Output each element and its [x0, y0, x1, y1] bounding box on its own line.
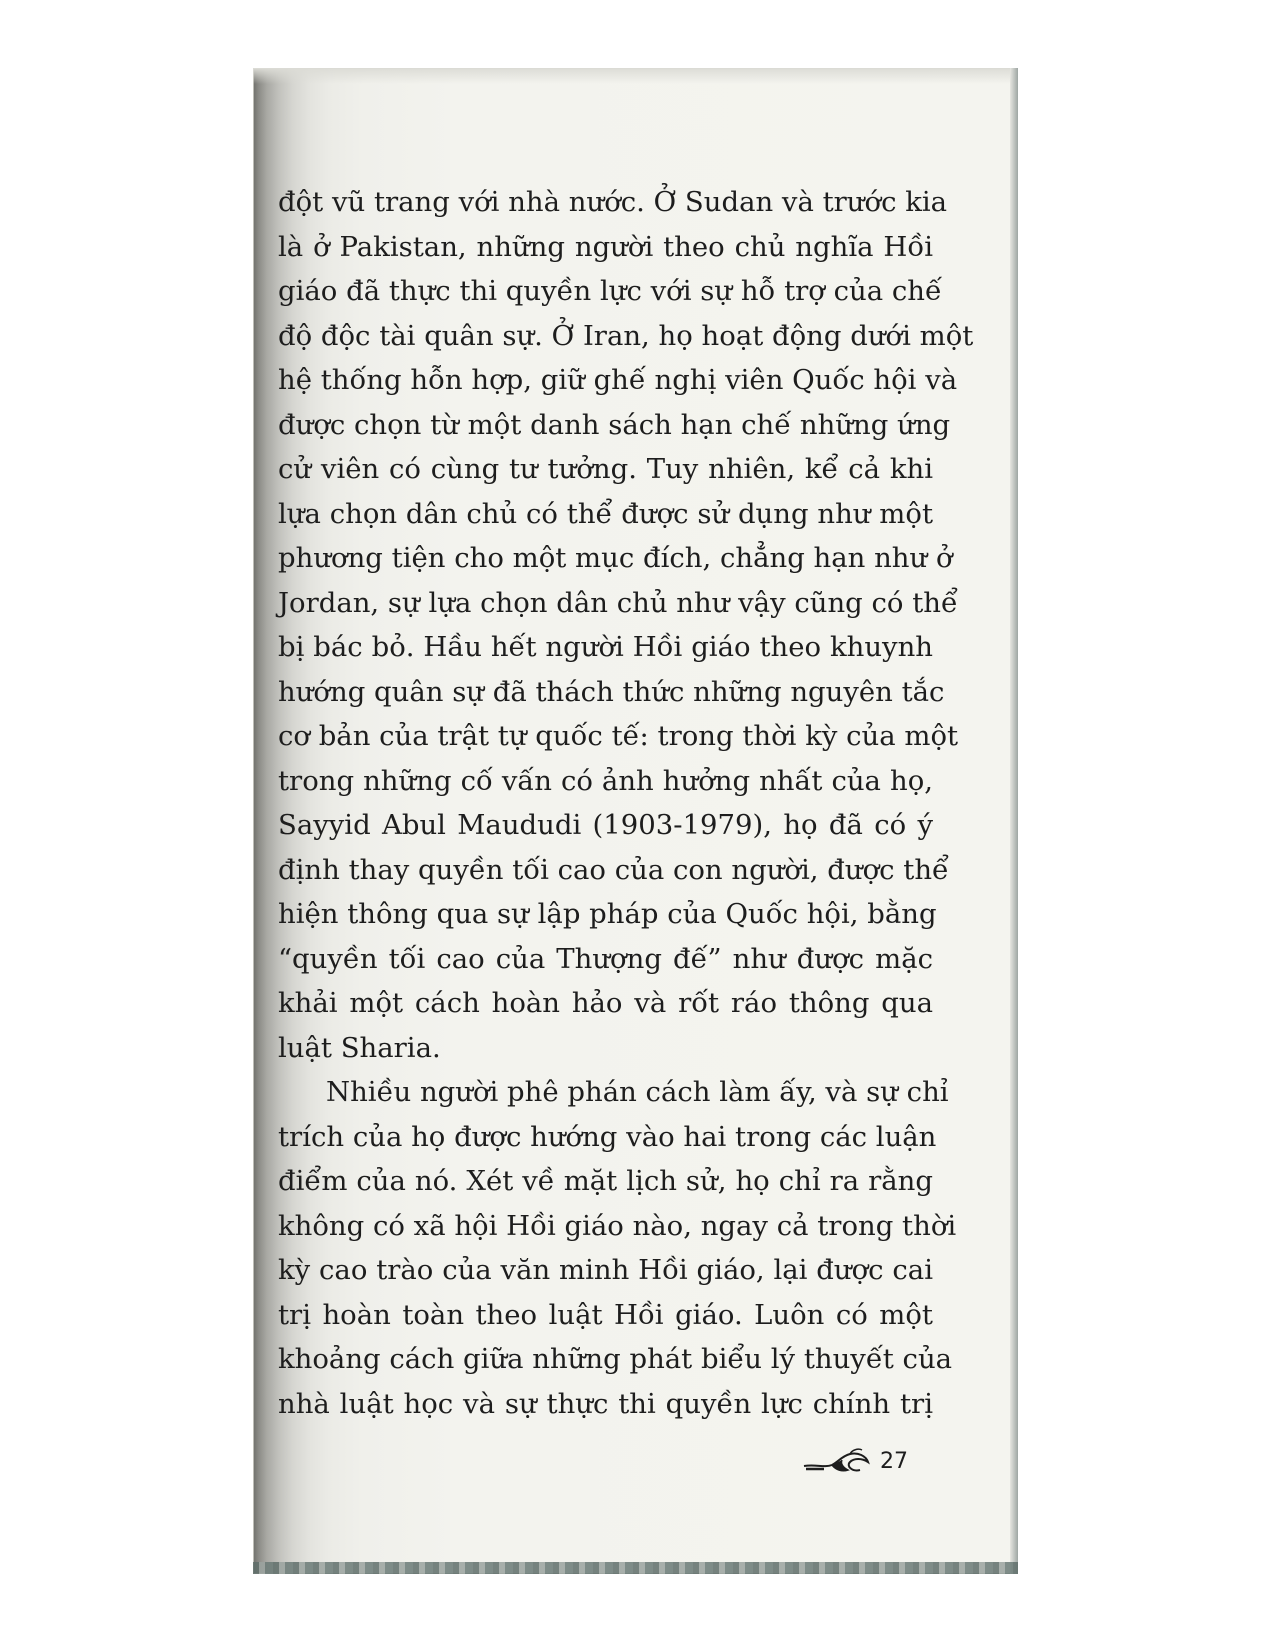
text-line: Nhiều người phê phán cách làm ấy, và sự chỉ [326, 1076, 949, 1108]
text-line: độ độc tài quân sự. Ở Iran, họ hoạt động dưới một [278, 319, 974, 352]
text-line: giáo đã thực thi quyền lực với sự hỗ trợ của chế [278, 275, 942, 307]
text-line: luật Sharia. [278, 1031, 441, 1064]
text-line: phương tiện cho một mục đích, chẳng hạn như ở [278, 542, 953, 574]
book-page [253, 68, 1018, 1574]
text-line: “quyền tối cao của Thượng đế” như được mặc [278, 942, 933, 975]
paragraph [278, 1070, 957, 1426]
text-line: trị hoàn toàn theo luật Hồi giáo. Luôn có một [278, 1298, 933, 1331]
text-line: Jordan, sự lựa chọn dân chủ như vậy cũng có thể [278, 586, 958, 619]
text-line: điểm của nó. Xét về mặt lịch sử, họ chỉ ra rằng [278, 1165, 933, 1197]
text-line: Sayyid Abul Maududi (1903-1979), họ đã có ý [278, 809, 933, 841]
text-line: cử viên có cùng tư tưởng. Tuy nhiên, kể cả khi [278, 453, 933, 485]
decorative-flourish-icon [802, 1446, 876, 1476]
text-line: trong những cố vấn có ảnh hưởng nhất của họ, [278, 764, 933, 797]
page-right-edge [1010, 68, 1018, 1574]
text-line: cơ bản của trật tự quốc tế: trong thời kỳ của một [278, 720, 959, 752]
text-line: nhà luật học và sự thực thi quyền lực chính trị [278, 1387, 933, 1420]
page-bottom-edge [253, 1562, 1018, 1574]
text-line: hiện thông qua sự lập pháp của Quốc hội, bằng [278, 898, 937, 930]
paragraph [278, 180, 974, 1070]
text-line: bị bác bỏ. Hầu hết người Hồi giáo theo khuynh [278, 631, 933, 663]
page-number: 27 [880, 1448, 908, 1474]
text-line: trích của họ được hướng vào hai trong các luận [278, 1120, 937, 1153]
text-line: khải một cách hoàn hảo và rốt ráo thông qua [278, 987, 933, 1019]
body-text [278, 180, 974, 1426]
text-line: được chọn từ một danh sách hạn chế những ứng [278, 408, 951, 441]
text-line: đột vũ trang với nhà nước. Ở Sudan và trước kia [278, 186, 948, 218]
page-footer [802, 1446, 908, 1476]
text-line: là ở Pakistan, những người theo chủ nghĩa Hồi [278, 230, 933, 263]
text-line: định thay quyền tối cao của con người, được thể [278, 853, 949, 886]
text-line: hướng quân sự đã thách thức những nguyên tắc [278, 675, 945, 708]
page-top-shadow [253, 68, 1018, 84]
text-line: khoảng cách giữa những phát biểu lý thuyết của [278, 1343, 953, 1375]
text-line: hệ thống hỗn hợp, giữ ghế nghị viên Quốc hội và [278, 364, 958, 396]
text-line: không có xã hội Hồi giáo nào, ngay cả trong thời [278, 1209, 957, 1242]
text-line: lựa chọn dân chủ có thể được sử dụng như một [278, 497, 933, 530]
text-line: kỳ cao trào của văn minh Hồi giáo, lại được cai [278, 1254, 933, 1286]
